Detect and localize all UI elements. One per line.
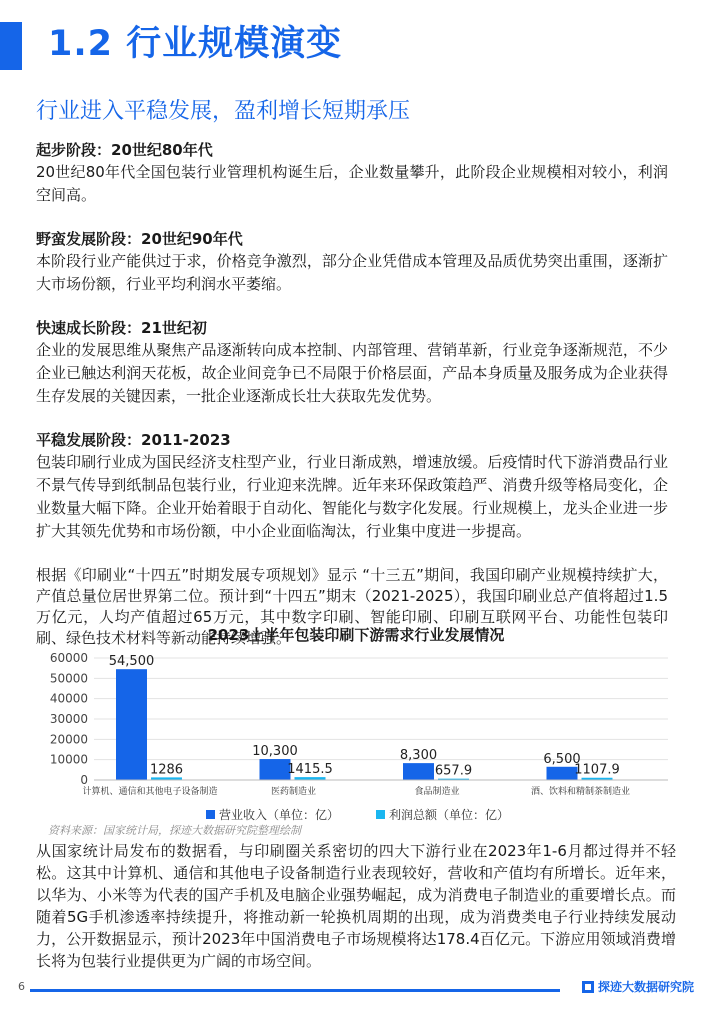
data-label: 54,500: [108, 654, 155, 670]
page-number: 6: [18, 980, 25, 993]
y-tick-label: 10000: [49, 752, 88, 767]
brand: [582, 978, 694, 995]
stages-content: [36, 140, 668, 649]
brand-logo-icon: [582, 981, 594, 993]
page-subtitle: 行业进入平稳发展，盈利增长短期承压: [36, 99, 411, 124]
legend-swatch: [376, 810, 385, 819]
y-tick-label: 60000: [49, 651, 88, 665]
y-tick-label: 50000: [49, 671, 88, 686]
y-tick-label: 20000: [49, 732, 88, 747]
chart-canvas: [36, 646, 676, 846]
data-label: 657.9: [434, 763, 473, 779]
stage-heading: 快速成长阶段：21世纪初: [36, 319, 207, 337]
plan-paragraph: 根据《印刷业“十四五”时期发展专项规划》显示 “十三五”期间，我国印刷产业规模持续扩大，产值总量位居世界第二位。预计到“十四五”期末（2021-2025），我国印刷业总产值将超过1.5万亿元，人均产值超过65万元，其中数字印刷、智能印刷、印刷互联网平台、功能性包装印刷、绿色技术材料等新动能持续增强。: [36, 566, 668, 647]
title-accent-bar: [0, 22, 22, 70]
stage-section: [36, 229, 668, 296]
stage-section: [36, 318, 668, 408]
stage-body: 本阶段行业产能供过于求，价格竞争激烈，部分企业凭借成本管理及品质优势突出重围，逐渐扩大市场份额，行业平均利润水平萎缩。: [36, 252, 668, 293]
stage-body: 包装印刷行业成为国民经济支柱型产业，行业日渐成熟，增速放缓。后疫情时代下游消费品行业不景气传导到纸制品包装行业，行业迎来洗牌。近年来环保政策趋严、消费升级等格局变化，企业数量大幅下降。企业开始着眼于自动化、智能化与数字化发展。行业规模上，龙头企业进一步扩大其领先优势和市场份额，中小企业面临淘汰，行业集中度进一步提高。: [36, 453, 668, 540]
stage-heading: 野蛮发展阶段：20世纪90年代: [36, 230, 243, 248]
stage-section: [36, 140, 668, 207]
legend-label: 营业收入（单位：亿）: [219, 808, 340, 822]
data-label: 1107.9: [574, 762, 620, 778]
revenue-bar: [403, 763, 434, 780]
bar-chart: [36, 624, 676, 844]
footer-divider: [30, 989, 560, 992]
stage-heading: 起步阶段：20世纪80年代: [36, 141, 213, 159]
revenue-bar: [547, 767, 578, 780]
chart-title: 2023上半年包装印刷下游需求行业发展情况: [207, 626, 505, 644]
legend-swatch: [206, 810, 215, 819]
y-tick-label: 30000: [49, 712, 88, 726]
data-label: 10,300: [252, 744, 298, 760]
legend-label: 利润总额（单位：亿）: [389, 808, 510, 822]
y-tick-label: 40000: [49, 691, 88, 706]
stage-body: 20世纪80年代全国包装行业管理机构诞生后，企业数量攀升，此阶段企业规模相对较小，利润空间高。: [36, 163, 668, 204]
data-label: 8,300: [399, 748, 438, 764]
stage-section: [36, 430, 668, 543]
x-tick-label: 计算机、通信和其他电子设备制造: [82, 787, 218, 797]
x-tick-label: 医药制造业: [270, 787, 317, 797]
x-tick-label: 酒、饮料和精制茶制造业: [530, 787, 631, 797]
page-title: 1.2 行业规模演变: [48, 24, 343, 64]
stage-heading: 平稳发展阶段：2011-2023: [36, 431, 231, 449]
source-note: 资料来源：国家统计局，探迹大数据研究院整理绘制: [48, 824, 301, 837]
y-tick-label: 0: [80, 773, 88, 787]
revenue-bar: [260, 759, 291, 780]
data-label: 6,500: [543, 751, 581, 767]
data-label: 1415.5: [287, 762, 333, 778]
revenue-bar: [116, 669, 147, 780]
brand-name: 探迹大数据研究院: [597, 980, 694, 994]
x-tick-label: 食品制造业: [414, 787, 460, 797]
stage-body: 企业的发展思维从聚焦产品逐渐转向成本控制、内部管理、营销革新，行业竞争逐渐规范，不少企业已触达利润天花板，故企业间竞争已不局限于价格层面，产品本身质量及服务成为企业获得生存发展的关键因素，一批企业逐渐成长壮大获取先发优势。: [36, 341, 668, 405]
data-label: 1286: [149, 762, 184, 778]
analysis-paragraph: 从国家统计局发布的数据看，与印刷圈关系密切的四大下游行业在2023年1-6月都过得并不轻松。这其中计算机、通信和其他电子设备制造行业表现较好，营收和产值均有所增长。近年来，以华为、小米等为代表的国产手机及电脑企业强势崛起，成为消费电子制造业的重要增长点。而随着5G手机渗透率持续提升，将推动新一轮换机周期的出现，成为消费类电子行业持续发展动力，公开数据显示，预计2023年中国消费电子市场规模将达178.4百亿元。下游应用领域消费增长将为包装行业提供更为广阔的市场空间。: [36, 842, 676, 970]
